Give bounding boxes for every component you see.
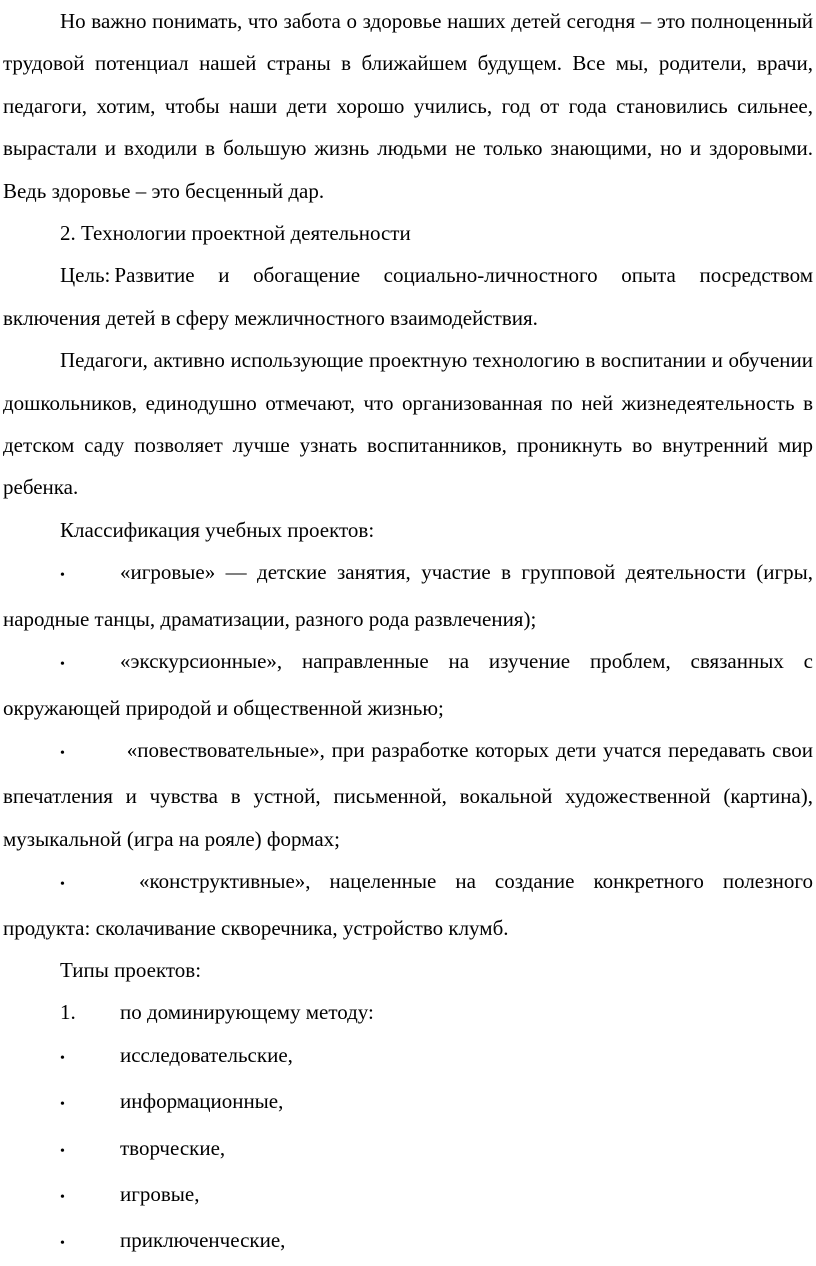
document-body xyxy=(3,0,813,1266)
types-heading: Типы проектов: xyxy=(60,957,202,982)
list-item xyxy=(3,860,813,949)
list-item-text: «повествовательные», при разработке которых дети учатся передавать свои впечатления и чувства в устной, письменной, вокальной художественной (картина), музыкальной (игра на рояле) формах; xyxy=(3,737,813,851)
list-item-text: «экскурсионные», направленные на изучение проблем, связанных с окружающей природой и общественной жизнью; xyxy=(3,649,813,720)
bullet-icon: • xyxy=(60,1097,65,1113)
list-item xyxy=(3,1034,813,1080)
bullet-icon: • xyxy=(60,568,65,584)
list-item xyxy=(3,729,813,860)
bullet-icon: • xyxy=(60,1236,65,1252)
list-item-text: «конструктивные», нацеленные на создание конкретного полезного продукта: сколачивание скворечника, устройство клумб. xyxy=(3,869,813,940)
bullet-icon: • xyxy=(60,657,65,673)
bullet-icon: • xyxy=(60,1189,65,1205)
goal-paragraph xyxy=(3,254,813,339)
list-item-text: приключенческие, xyxy=(120,1228,286,1253)
goal-label: Цель: xyxy=(60,263,111,288)
paragraph-project-technology: Педагоги, активно использующие проектную технологию в воспитании и обучении дошкольников, единодушно отмечают, что организованная по ней жизнедеятельность в детском саду позволяет лучше узнать воспитанников, проникнуть во внутренний мир ребенка. xyxy=(3,348,813,500)
list-item-text: творческие, xyxy=(120,1135,226,1160)
bullet-icon: • xyxy=(60,877,65,893)
list-item-text: исследовательские, xyxy=(120,1042,293,1067)
list-item xyxy=(3,640,813,729)
bullet-icon: • xyxy=(60,1143,65,1159)
list-item xyxy=(3,551,813,640)
bullet-icon: • xyxy=(60,1050,65,1066)
list-item xyxy=(3,1127,813,1173)
list-item xyxy=(3,1173,813,1219)
goal-text: Развитие и обогащение социально-личностного опыта посредством включения детей в сферу межличностного взаимодействия. xyxy=(3,263,813,330)
list-item-text: информационные, xyxy=(120,1089,284,1114)
list-item-text: «игровые» — детские занятия, участие в групповой деятельности (игры, народные танцы, драматизации, разного рода развлечения); xyxy=(3,560,813,631)
numbered-item-text: по доминирующему методу: xyxy=(120,1000,374,1025)
section-heading: 2. Технологии проектной деятельности xyxy=(60,221,411,246)
list-item xyxy=(3,1080,813,1126)
classification-heading: Классификация учебных проектов: xyxy=(60,517,375,542)
bullet-icon: • xyxy=(60,745,65,761)
paragraph-health: Но важно понимать, что забота о здоровье наших детей сегодня – это полноценный трудовой потенциал нашей страны в ближайшем будущем. Все мы, родители, врачи, педагоги, хотим, чтобы наши дети хорошо учились, год от года становились сильнее, вырастали и входили в большую жизнь людьми не только знающими, но и здоровыми. Ведь здоровье – это бесценный дар. xyxy=(3,9,813,203)
list-item xyxy=(3,1219,813,1265)
list-number: 1. xyxy=(60,1000,76,1025)
numbered-item xyxy=(3,991,813,1033)
list-item-text: игровые, xyxy=(120,1181,200,1206)
